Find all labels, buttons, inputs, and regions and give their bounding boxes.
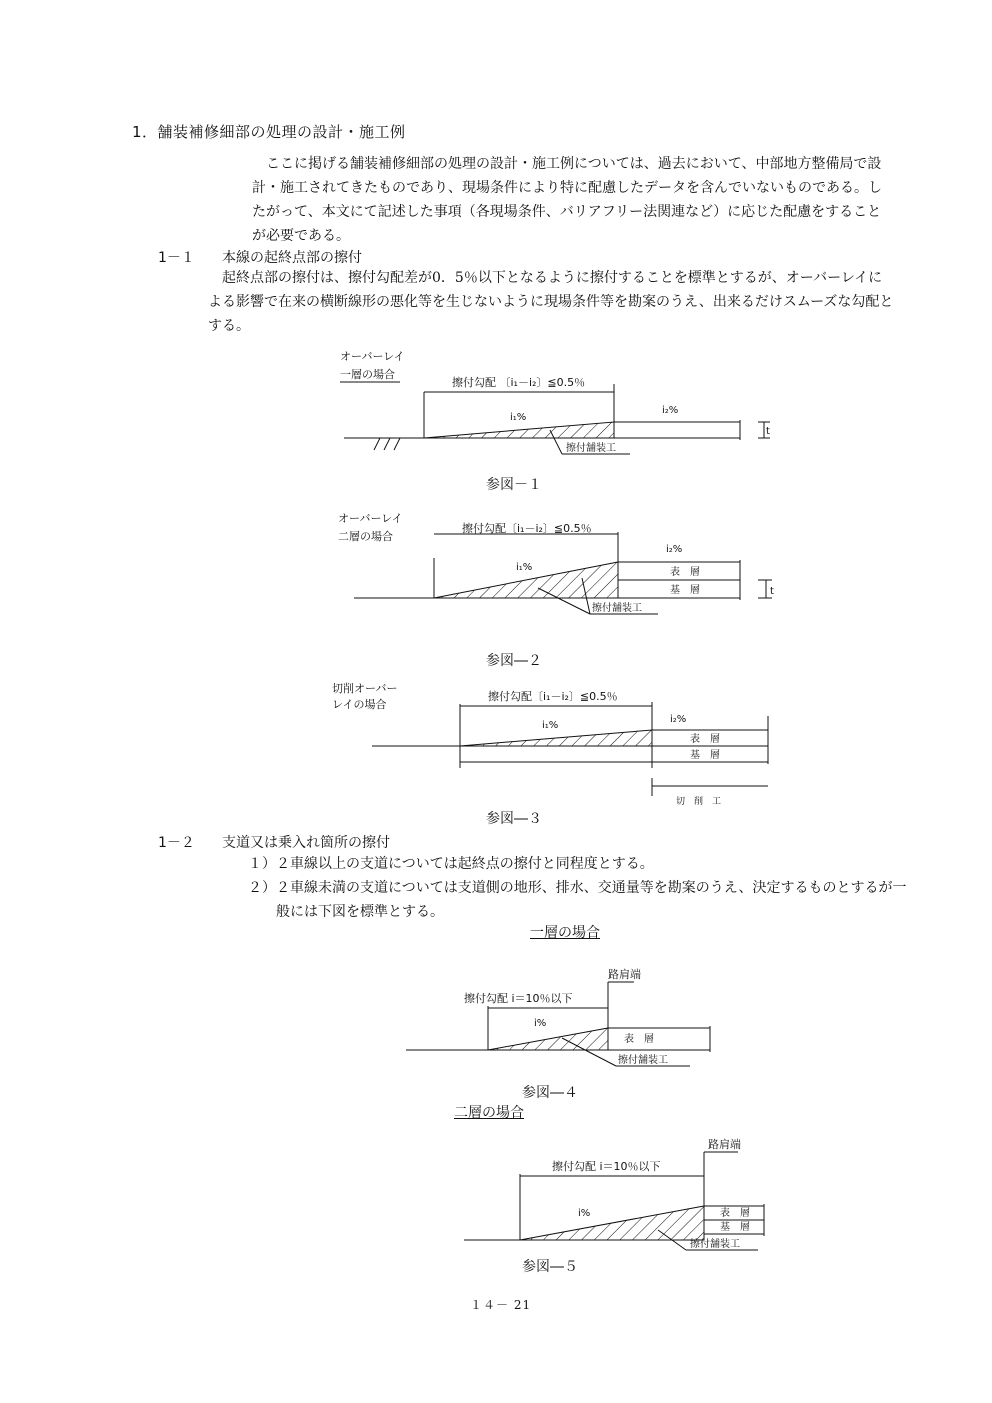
- fig1-pave-label: 擦付舗装工: [566, 443, 616, 454]
- fig4-caption: 参図―４: [522, 1085, 578, 1101]
- fig3-caption: 参図―３: [486, 811, 542, 827]
- section-heading: 1．舗装補修細部の処理の設計・施工例: [132, 123, 406, 141]
- fig3-cond2: レイの場合: [332, 698, 387, 711]
- fig3-i2-label: i₂%: [670, 714, 687, 725]
- fig3-i1-label: i₁%: [542, 720, 559, 731]
- fig4-surface-label: 表 層: [624, 1034, 654, 1045]
- fig2-i2-label: i₂%: [666, 544, 683, 555]
- fig2-cond2: 二層の場合: [338, 530, 393, 543]
- fig2-i1-label: i₁%: [516, 562, 533, 573]
- sec2-title: 支道又は乗入れ箇所の擦付: [222, 835, 390, 851]
- figure-1: [340, 350, 780, 465]
- fig3-cut-label: 切 削 工: [676, 797, 722, 805]
- sec2-number: 1－２: [158, 835, 195, 851]
- fig2-t-label: t: [770, 586, 774, 597]
- sec1-number: 1－１: [158, 250, 195, 266]
- intro-paragraph: ここに掲げる舗装補修細部の処理の設計・施工例については、過去において、中部地方整備局で設計・施工されてきたものであり、現場条件により特に配慮したデータを含んでいないものである。したがって、本文にて記述した事項（各現場条件、バリアフリー法関連など）に応じた配慮をすることが必要である。: [252, 156, 882, 244]
- fig4-i-label: i%: [534, 1018, 547, 1029]
- fig3-base-label: 基 層: [690, 750, 720, 761]
- fig4-slope-label: 擦付勾配 i＝10％以下: [464, 992, 573, 1005]
- fig5-caption: 参図―５: [522, 1259, 578, 1275]
- fig3-surface-label: 表 層: [690, 734, 720, 745]
- fig5-surface-label: 表 層: [720, 1208, 750, 1219]
- sec1-title: 本線の起終点部の擦付: [222, 250, 362, 266]
- fig1-t-label: t: [766, 426, 770, 437]
- fig1-cond2: 一層の場合: [340, 368, 395, 381]
- fig1-caption: 参図－１: [486, 477, 542, 493]
- fig5-shoulder: 路肩端: [708, 1138, 741, 1151]
- figure-2: [338, 510, 788, 630]
- sub2-title: 二層の場合: [454, 1105, 524, 1121]
- sec2-item1: １）２車線以上の支道については起終点の擦付と同程度とする。: [248, 856, 654, 872]
- fig4-pave-label: 擦付舗装工: [618, 1055, 668, 1066]
- fig5-i-label: i%: [578, 1208, 591, 1219]
- figure-3: [332, 680, 782, 805]
- fig1-i2-label: i₂%: [662, 405, 679, 416]
- fig5-pave-label: 擦付舗装工: [690, 1239, 740, 1250]
- fig2-surface-label: 表 層: [670, 567, 700, 578]
- fig5-base-label: 基 層: [720, 1222, 750, 1233]
- sub1-title: 一層の場合: [530, 925, 600, 941]
- fig2-pave-label: 擦付舗装工: [592, 603, 642, 614]
- fig2-base-label: 基 層: [670, 585, 700, 596]
- fig2-slope-label: 擦付勾配〔i₁－i₂〕≦0.5％: [462, 522, 592, 535]
- sec1-body: 起終点部の擦付は、擦付勾配差が0．5％以下となるように擦付することを標準とするが、オーバーレイによる影響で在来の横断線形の悪化等を生じないように現場条件等を勘案のうえ、出来るだけスムーズな勾配とする。: [208, 270, 894, 334]
- fig4-shoulder: 路肩端: [608, 968, 641, 981]
- fig1-i1-label: i₁%: [510, 412, 527, 423]
- figure-5: [458, 1134, 778, 1254]
- page-number: １４－ 21: [470, 1298, 532, 1312]
- fig5-slope-label: 擦付勾配 i＝10％以下: [552, 1160, 661, 1173]
- sec2-item2: ２）２車線未満の支道については支道側の地形、排水、交通量等を勘案のうえ、決定するものとするが一般には下図を標準とする。: [248, 880, 907, 920]
- fig2-caption: 参図―２: [486, 653, 542, 669]
- fig1-cond1: オーバーレイ: [340, 350, 405, 363]
- fig3-cond1: 切削オーバー: [332, 682, 398, 695]
- fig1-slope-label: 擦付勾配 〔i₁－i₂〕≦0.5％: [452, 376, 586, 389]
- fig2-cond1: オーバーレイ: [338, 512, 403, 525]
- figure-4: [402, 966, 722, 1074]
- fig3-slope-label: 擦付勾配〔i₁－i₂〕≦0.5％: [488, 690, 618, 703]
